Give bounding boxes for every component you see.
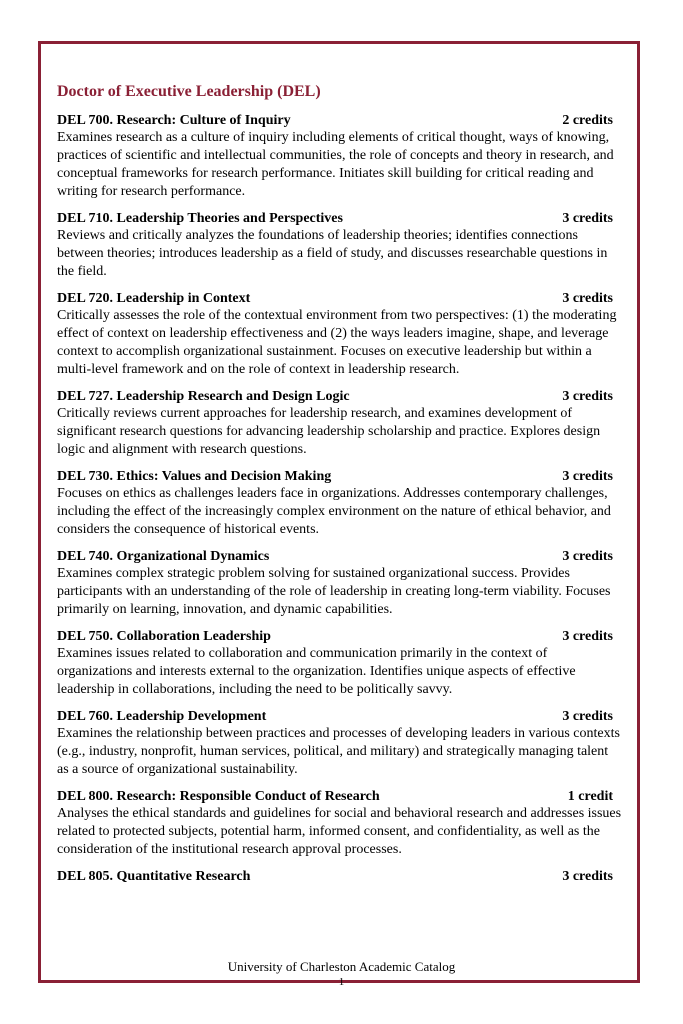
course-title: DEL 740. Organizational Dynamics bbox=[57, 549, 270, 564]
course-del-710 bbox=[57, 210, 623, 281]
course-description: Critically reviews current approaches for leadership research, and examines development of significant research questions for advancing leadership scholarship and practice. Explores design logic and alignment with research questions. bbox=[57, 406, 601, 457]
course-credits: 3 credits bbox=[562, 291, 613, 306]
course-credits: 3 credits bbox=[562, 469, 613, 484]
course-del-800 bbox=[57, 788, 623, 859]
course-description: Examines research as a culture of inquiry including elements of critical thought, ways of knowing, practices of scientific and intellectual communities, the role of concepts and theory in research, and conceptual frameworks for research performance. Initiates skill building for critical reading and writing for research performance. bbox=[57, 130, 614, 199]
course-credits: 2 credits bbox=[562, 113, 613, 128]
course-credits: 3 credits bbox=[562, 709, 613, 724]
course-description: Examines issues related to collaboration and communication primarily in the context of organizations and interests external to the organization. Identifies unique aspects of effective leadership in collaborations, including the need to be politically savvy. bbox=[57, 646, 576, 697]
course-description: Focuses on ethics as challenges leaders face in organizations. Addresses contemporary challenges, including the effect of the increasingly complex environment on the nature of ethical behavior, and considers the consequence of historical events. bbox=[57, 486, 611, 537]
course-del-740 bbox=[57, 548, 623, 619]
course-title: DEL 720. Leadership in Context bbox=[57, 291, 251, 306]
course-description: Reviews and critically analyzes the foundations of leadership theories; identifies connections between theories; introduces leadership as a field of study, and discusses researchable questions in the field. bbox=[57, 228, 608, 279]
course-description: Critically assesses the role of the contextual environment from two perspectives: (1) the moderating effect of context on leadership effectiveness and (2) the ways leaders imagine, shape, and leverage context to accomplish organizational sustainment. Focuses on executive leadership but within a multi-level framework and on the role of context in leadership research. bbox=[57, 308, 617, 377]
course-description: Analyses the ethical standards and guidelines for social and behavioral research and addresses issues related to protected subjects, potential harm, informed consent, and confidentiality, as well as the consideration of the institutional research approval processes. bbox=[57, 806, 622, 857]
course-title: DEL 727. Leadership Research and Design Logic bbox=[57, 389, 350, 404]
course-del-805 bbox=[57, 868, 623, 885]
course-title: DEL 710. Leadership Theories and Perspectives bbox=[57, 211, 343, 226]
course-del-720 bbox=[57, 290, 623, 379]
course-credits: 3 credits bbox=[562, 629, 613, 644]
course-description: Examines the relationship between practices and processes of developing leaders in various contexts (e.g., industry, nonprofit, human services, political, and military) and strategically managing talent as a source of organizational sustainability. bbox=[57, 726, 620, 777]
course-title: DEL 800. Research: Responsible Conduct of Research bbox=[57, 789, 380, 804]
course-title: DEL 700. Research: Culture of Inquiry bbox=[57, 113, 291, 128]
course-credits: 3 credits bbox=[562, 211, 613, 226]
page-footer: University of Charleston Academic Catalog bbox=[227, 959, 456, 974]
page-number: 1 bbox=[338, 976, 345, 988]
course-title: DEL 760. Leadership Development bbox=[57, 709, 267, 724]
section-title: Doctor of Executive Leadership (DEL) bbox=[57, 83, 321, 100]
course-credits: 3 credits bbox=[562, 869, 613, 884]
course-del-727 bbox=[57, 388, 623, 459]
course-title: DEL 730. Ethics: Values and Decision Making bbox=[57, 469, 332, 484]
course-title: DEL 805. Quantitative Research bbox=[57, 869, 251, 884]
course-description: Examines complex strategic problem solving for sustained organizational success. Provides participants with an understanding of the role of leadership in creating long-term viability. Focuses primarily on learning, innovation, and dynamic capabilities. bbox=[57, 566, 611, 617]
course-credits: 3 credits bbox=[562, 549, 613, 564]
course-credits: 3 credits bbox=[562, 389, 613, 404]
catalog-content bbox=[57, 82, 623, 894]
course-title: DEL 750. Collaboration Leadership bbox=[57, 629, 271, 644]
course-del-760 bbox=[57, 708, 623, 779]
course-del-750 bbox=[57, 628, 623, 699]
course-del-730 bbox=[57, 468, 623, 539]
course-credits: 1 credit bbox=[567, 789, 613, 804]
course-del-700 bbox=[57, 112, 623, 201]
